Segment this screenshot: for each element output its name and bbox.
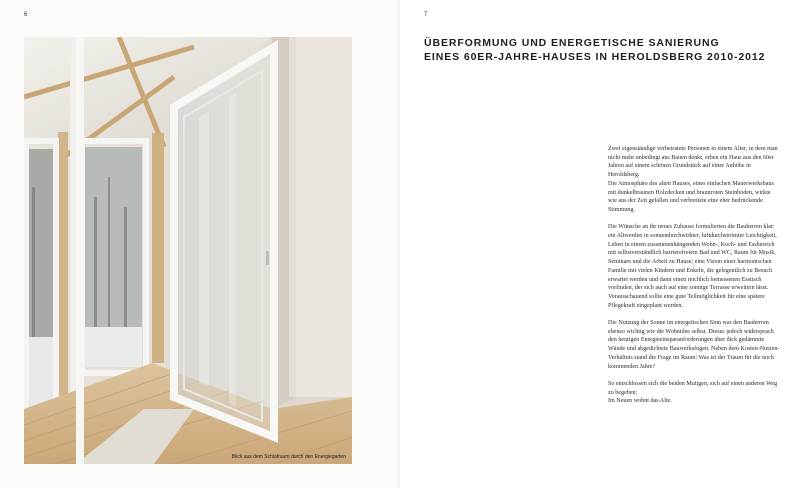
text-care: Vorausschauend sollte eine gute Teilmöglichkeit für eine spätere Pflegekraft eingeplant werden. [608, 293, 765, 309]
text-sun: Die Nutzung der Sonne im energetischen Sinn war den Bauherren ebenso wichtig wie die Wohnidee selbst. Dieses jedoch widersprach den heutigen Energieeinsparanforderungen über dick gedämmte Wände und abgedichtete Bauwerksfugen. Neben dem Kosten-Nutzen-Verhältnis stand die Frage im Raum: Was ist der Traum für die noch kommenden Jahre? [608, 320, 780, 370]
page-number-left: 6 [24, 12, 28, 18]
text-decision: So entschlossen sich die beiden Mutigen, sich auf einen anderen Weg zu begeben: [608, 380, 778, 396]
right-page [400, 0, 800, 488]
photo-caption: Blick aus dem Schlafraum durch den Energiegarten [231, 454, 346, 460]
book-gutter [398, 0, 402, 488]
paragraph-wishes [608, 223, 780, 310]
text-wishes-detail: ein Altwerden in sonnendurchwirkter, luftdurchströmter Leichtigkeit, Leben in einem zusammenhängenden Wohn-, Koch- und Essbereich mit selbstverständlich barrierefreiem Bad und WC, Raum für Musik, Seminare und die Arbeit zu Hause; eine Vision einer harmonischen Familie mit vielen Kindern und Enkeln, die gelegentlich zu Besuch erwartet werden und dann einen reichlich bemessenen Esstisch vorfinden, der sich auch auf eine sonnige Terrasse erweitern lässt. [608, 233, 777, 292]
interior-photo [24, 37, 352, 464]
photo-illustration [24, 37, 352, 464]
text-motto: Im Neuen wohnt das Alte. [608, 398, 672, 405]
text-atmosphere: Die Atmosphäre des alten Hauses, eines einfachen Mauerwerksbaus mit dunkelbraunen Holzdecken und braunroten Steinböden, wirkte wie aus der Zeit gefallen und verbreitete eine eher bedrückende Stimmung. [608, 180, 774, 213]
body-text [608, 145, 780, 415]
text-wishes-lead: Die Wünsche an ihr neues Zuhause formulierten die Bauherren klar: [608, 224, 775, 231]
headline-line-1: ÜBERFORMUNG UND ENERGETISCHE SANIERUNG [424, 37, 720, 49]
chapter-headline [424, 36, 765, 64]
page-number-right: 7 [424, 12, 428, 18]
text-intro: Zwei eigenständige verheiratete Personen in einem Alter, in dem man nicht mehr unbedingt ans Bauen denkt, erben ein Haus aus den 60er Jahren auf einem schönen Grundstück auf einer Anhöhe in Heroldsberg. [608, 146, 778, 179]
headline-line-2: EINES 60ER-JAHRE-HAUSES IN HEROLDSBERG 2010-2012 [424, 51, 766, 63]
paragraph-sun [608, 319, 780, 371]
paragraph-decision [608, 380, 780, 406]
paragraph-intro [608, 145, 780, 215]
